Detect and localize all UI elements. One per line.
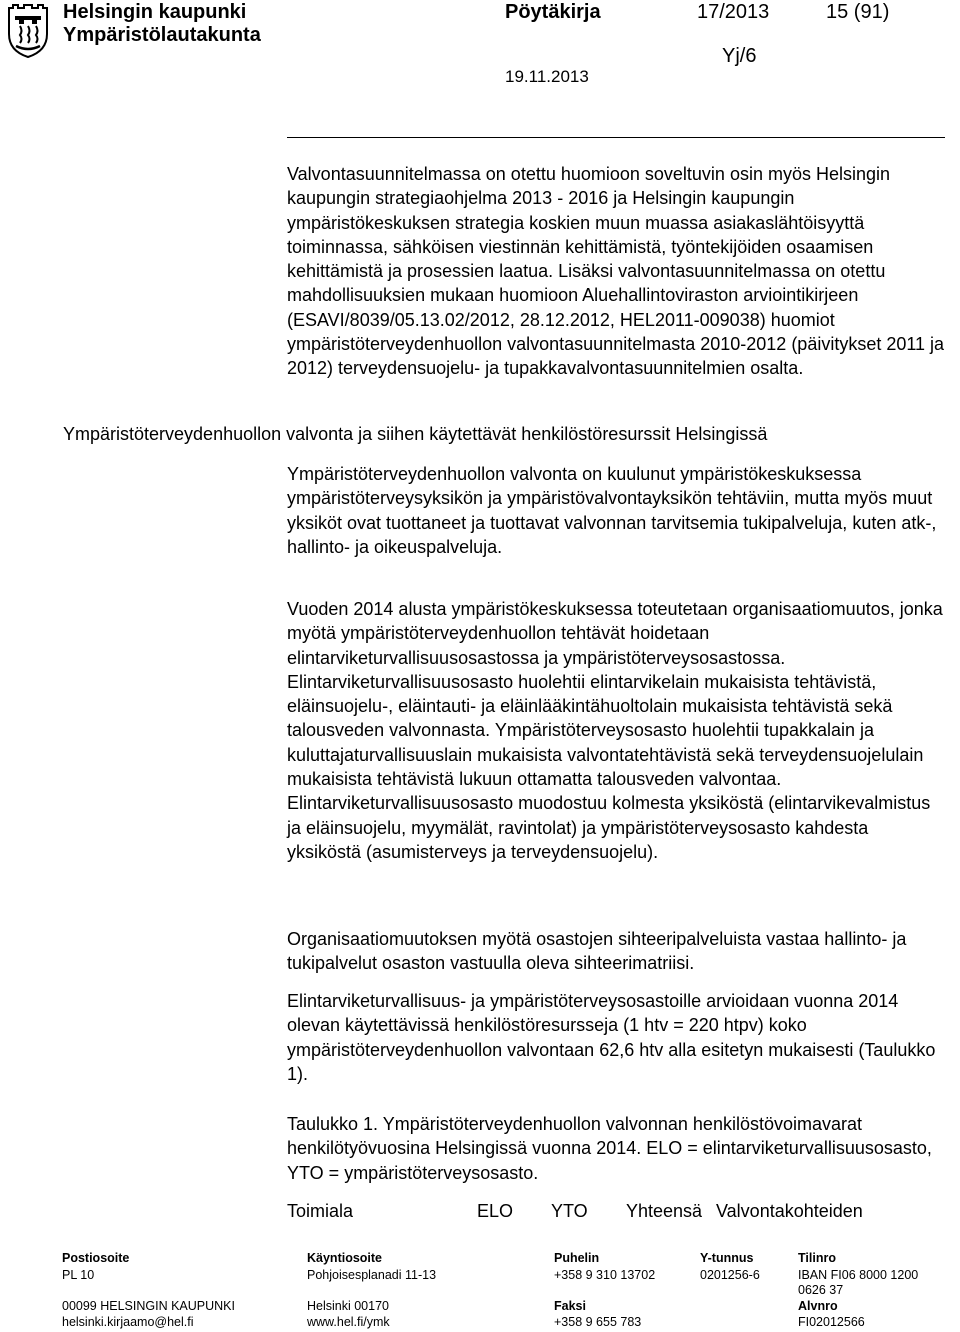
footer-account-line2: 0626 37 — [798, 1283, 844, 1297]
table-header-toimiala: Toimiala — [287, 1201, 354, 1221]
table-caption: Taulukko 1. Ympäristöterveydenhuollon valvonnan henkilöstövoimavarat henkilötyövuosina Helsingissä vuonna 2014. ELO = elintarviketurvallisuusosasto, YTO = ympäristöterveysosasto. — [287, 1114, 932, 1183]
table-header-valvontakohteiden: Valvontakohteiden — [716, 1201, 863, 1221]
header-date: 19.11.2013 — [505, 67, 589, 86]
section-heading: Ympäristöterveydenhuollon valvonta ja siihen käytettävät henkilöstöresurssit Helsingissä — [63, 424, 768, 444]
footer-ytunnus: 0201256-6 — [700, 1268, 760, 1282]
header-document-type: Pöytäkirja — [505, 1, 601, 23]
header-committee: Ympäristölautakunta — [63, 24, 261, 46]
paragraph-resources: Elintarviketurvallisuus- ja ympäristöterveysosastoille arvioidaan vuonna 2014 olevan käytettävissä henkilöstöresursseja (1 htv = 220 htpv) koko ympäristöterveydenhuollon valvontaan 62,6 htv alla esitetyn mukaisesti (Taulukko 1). — [287, 991, 936, 1084]
footer-account-line1: IBAN FI06 8000 1200 — [798, 1268, 919, 1282]
footer-ytunnus-label: Y-tunnus — [700, 1251, 754, 1265]
footer-fax-label: Faksi — [554, 1299, 586, 1313]
footer-visit-label: Käyntiosoite — [307, 1251, 383, 1265]
header-organization: Helsingin kaupunki — [63, 1, 247, 23]
helsinki-coat-of-arms-logo — [6, 4, 50, 58]
footer-vat-label: Alvnro — [798, 1299, 838, 1313]
footer-postal-line2: 00099 HELSINGIN KAUPUNKI — [62, 1299, 235, 1313]
footer-website: www.hel.fi/ymk — [307, 1315, 390, 1329]
footer-account-label: Tilinro — [798, 1251, 836, 1265]
footer-visit-line2: Helsinki 00170 — [307, 1299, 389, 1313]
footer-fax: +358 9 655 783 — [554, 1315, 642, 1329]
paragraph-reorganization: Vuoden 2014 alusta ympäristökeskuksessa toteutetaan organisaatiomuutos, jonka myötä ympäristöterveydenhuollon tehtävät hoidetaan elintarviketurvallisuusosastossa ja ympäristöterveysosastossa. Elintarviketurvallisuusosasto huolehtii elintarvikelain mukaisista tehtävistä, eläinsuojelu-, eläintauti- ja eläinlääkintähuoltolain mukaisista tehtävistä sekä talousveden valvonnasta. Ympäristöterveysosasto huolehtii tupakkalain ja kuluttajaturvallisuuslain mukaisista valvontatehtävistä sekä terveydensuojelulain mukaisista tehtävistä lukuun ottamatta talousveden valvontaa. Elintarviketurvallisuusosasto muodostuu kolmesta yksiköstä (elintarvikevalmistus ja eläinsuojelu, myymälät, ravintolat) ja ympäristöterveysosasto kahdesta yksiköstä (asumisterveys ja terveydensuojelu). — [287, 599, 943, 862]
header-page-number: 15 (91) — [826, 1, 890, 23]
header-item-code: Yj/6 — [722, 45, 757, 67]
footer-phone-label: Puhelin — [554, 1251, 600, 1265]
header-document-number: 17/2013 — [697, 1, 770, 23]
footer-postal-label: Postiosoite — [62, 1251, 130, 1265]
table-header-yhteensa: Yhteensä — [626, 1201, 703, 1221]
footer-email: helsinki.kirjaamo@hel.fi — [62, 1315, 194, 1329]
paragraph-secretary-services: Organisaatiomuutoksen myötä osastojen sihteeripalveluista vastaa hallinto- ja tukipalvelut osaston vastuulla oleva sihteerimatriisi. — [287, 929, 907, 974]
footer-visit-line1: Pohjoisesplanadi 11-13 — [307, 1268, 437, 1282]
footer-phone: +358 9 310 13702 — [554, 1268, 656, 1282]
table-header-yto: YTO — [551, 1201, 588, 1221]
paragraph-supervision: Ympäristöterveydenhuollon valvonta on kuulunut ympäristökeskuksessa ympäristöterveysyksikön ja ympäristövalvontayksikön tehtäviin, mutta myös muut yksiköt ovat tuottaneet ja tuottavat valvonnan tarvitsemia tukipalveluja, kuten atk-, hallinto- ja oikeuspalveluja. — [287, 464, 937, 557]
footer-postal-line1: PL 10 — [62, 1268, 95, 1282]
header-divider — [287, 137, 945, 138]
paragraph-strategy: Valvontasuunnitelmassa on otettu huomioon soveltuvin osin myös Helsingin kaupungin strategiaohjelma 2013 - 2016 ja Helsingin kaupungin ympäristökeskuksen strategia koskien muun muassa asiakaslähtöisyyttä toiminnassa, sähköisen viestinnän kehittämistä, työntekijöiden osaamisen kehittämistä ja prosessien laatua. Lisäksi valvontasuunnitelmassa on otettu mahdollisuuksien mukaan huomioon Aluehallintoviraston arviointikirjeen (ESAVI/8039/05.13.02/2012, 28.12.2012, HEL2011-009038) huomiot ympäristöterveydenhuollon valvontasuunnitelmasta 2010-2012 (päivitykset 2011 ja 2012) terveydensuojelu- ja tupakkavalvontasuunnitelmien osalta. — [287, 164, 945, 379]
table-header-elo: ELO — [477, 1201, 514, 1221]
footer-vat: FI02012566 — [798, 1315, 865, 1329]
